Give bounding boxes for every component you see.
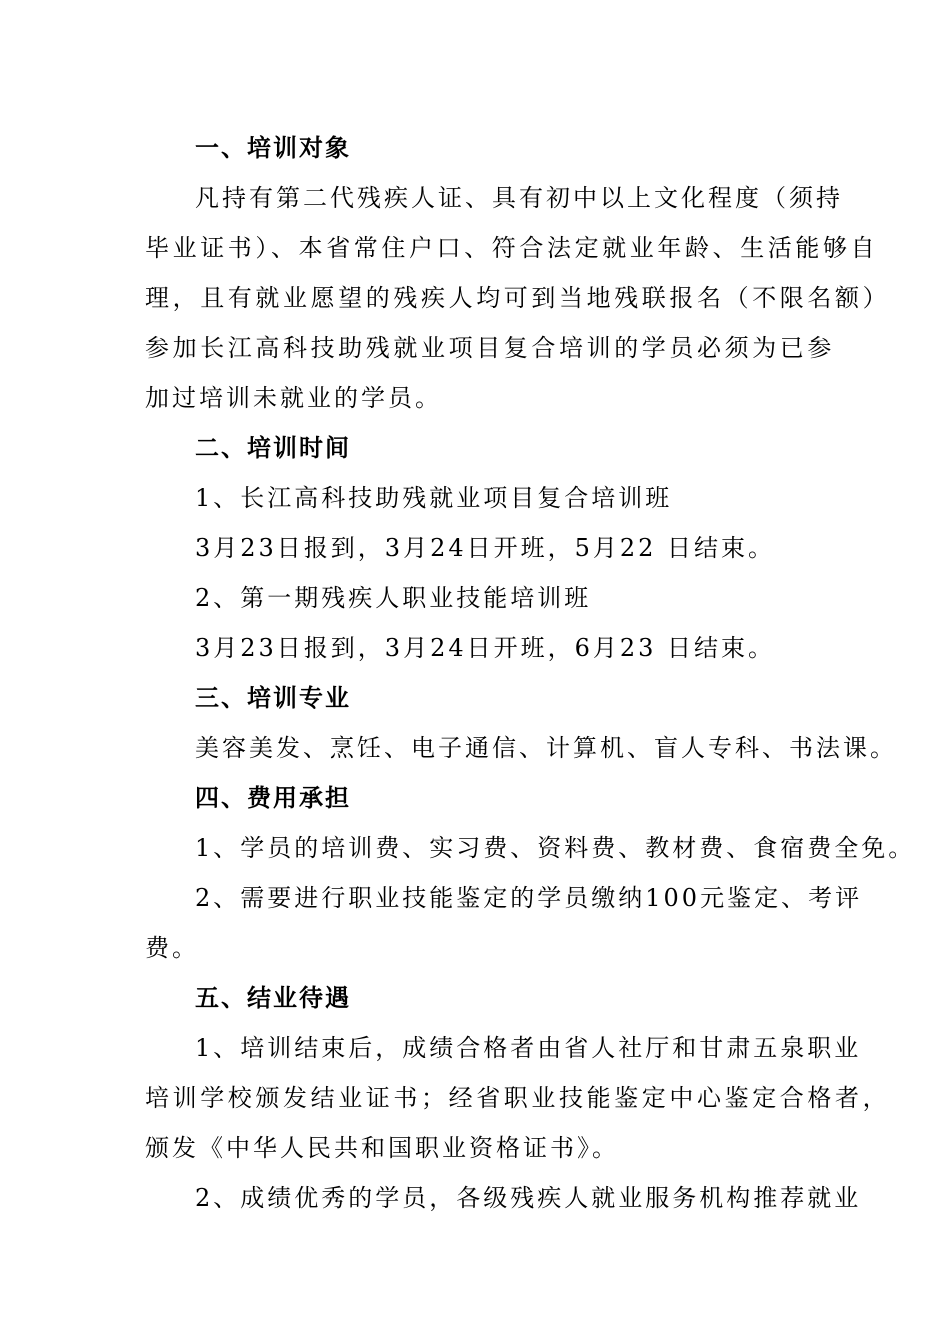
paragraph-line: 理，且有就业愿望的残疾人均可到当地残联报名（不限名额） [145,284,891,312]
paragraph-line: 凡持有第二代残疾人证、具有初中以上文化程度（须持 [195,184,843,212]
section-heading-training-major: 三、培训专业 [195,684,351,712]
paragraph-line: 2、成绩优秀的学员，各级残疾人就业服务机构推荐就业 [195,1184,862,1212]
paragraph-line: 2、第一期残疾人职业技能培训班 [195,584,592,612]
paragraph-line: 1、学员的培训费、实习费、资料费、教材费、食宿费全免。 [195,834,916,862]
paragraph-line: 2、需要进行职业技能鉴定的学员缴纳100元鉴定、考评 [195,884,863,912]
paragraph-line: 参加长江高科技助残就业项目复合培训的学员必须为已参 [145,334,835,362]
paragraph-line: 3月23日报到，3月24日开班，5月22 日结束。 [195,534,776,562]
section-heading-training-time: 二、培训时间 [195,434,351,462]
paragraph-line: 1、长江高科技助残就业项目复合培训班 [195,484,673,512]
section-heading-graduation: 五、结业待遇 [195,984,351,1012]
paragraph-line: 3月23日报到，3月24日开班，6月23 日结束。 [195,634,776,662]
paragraph-line: 美容美发、烹饪、电子通信、计算机、盲人专科、书法课。 [195,734,897,762]
paragraph-line: 1、培训结束后，成绩合格者由省人社厅和甘肃五泉职业 [195,1034,862,1062]
paragraph-line: 培训学校颁发结业证书；经省职业技能鉴定中心鉴定合格者， [145,1084,891,1112]
section-heading-fees: 四、费用承担 [195,784,351,812]
paragraph-line: 加过培训未就业的学员。 [145,384,442,412]
paragraph-line: 毕业证书）、本省常住户口、符合法定就业年龄、生活能够自 [145,234,879,262]
paragraph-line: 费。 [145,934,199,962]
paragraph-line: 颁发《中华人民共和国职业资格证书》。 [145,1134,619,1162]
section-heading-training-target: 一、培训对象 [195,134,351,162]
